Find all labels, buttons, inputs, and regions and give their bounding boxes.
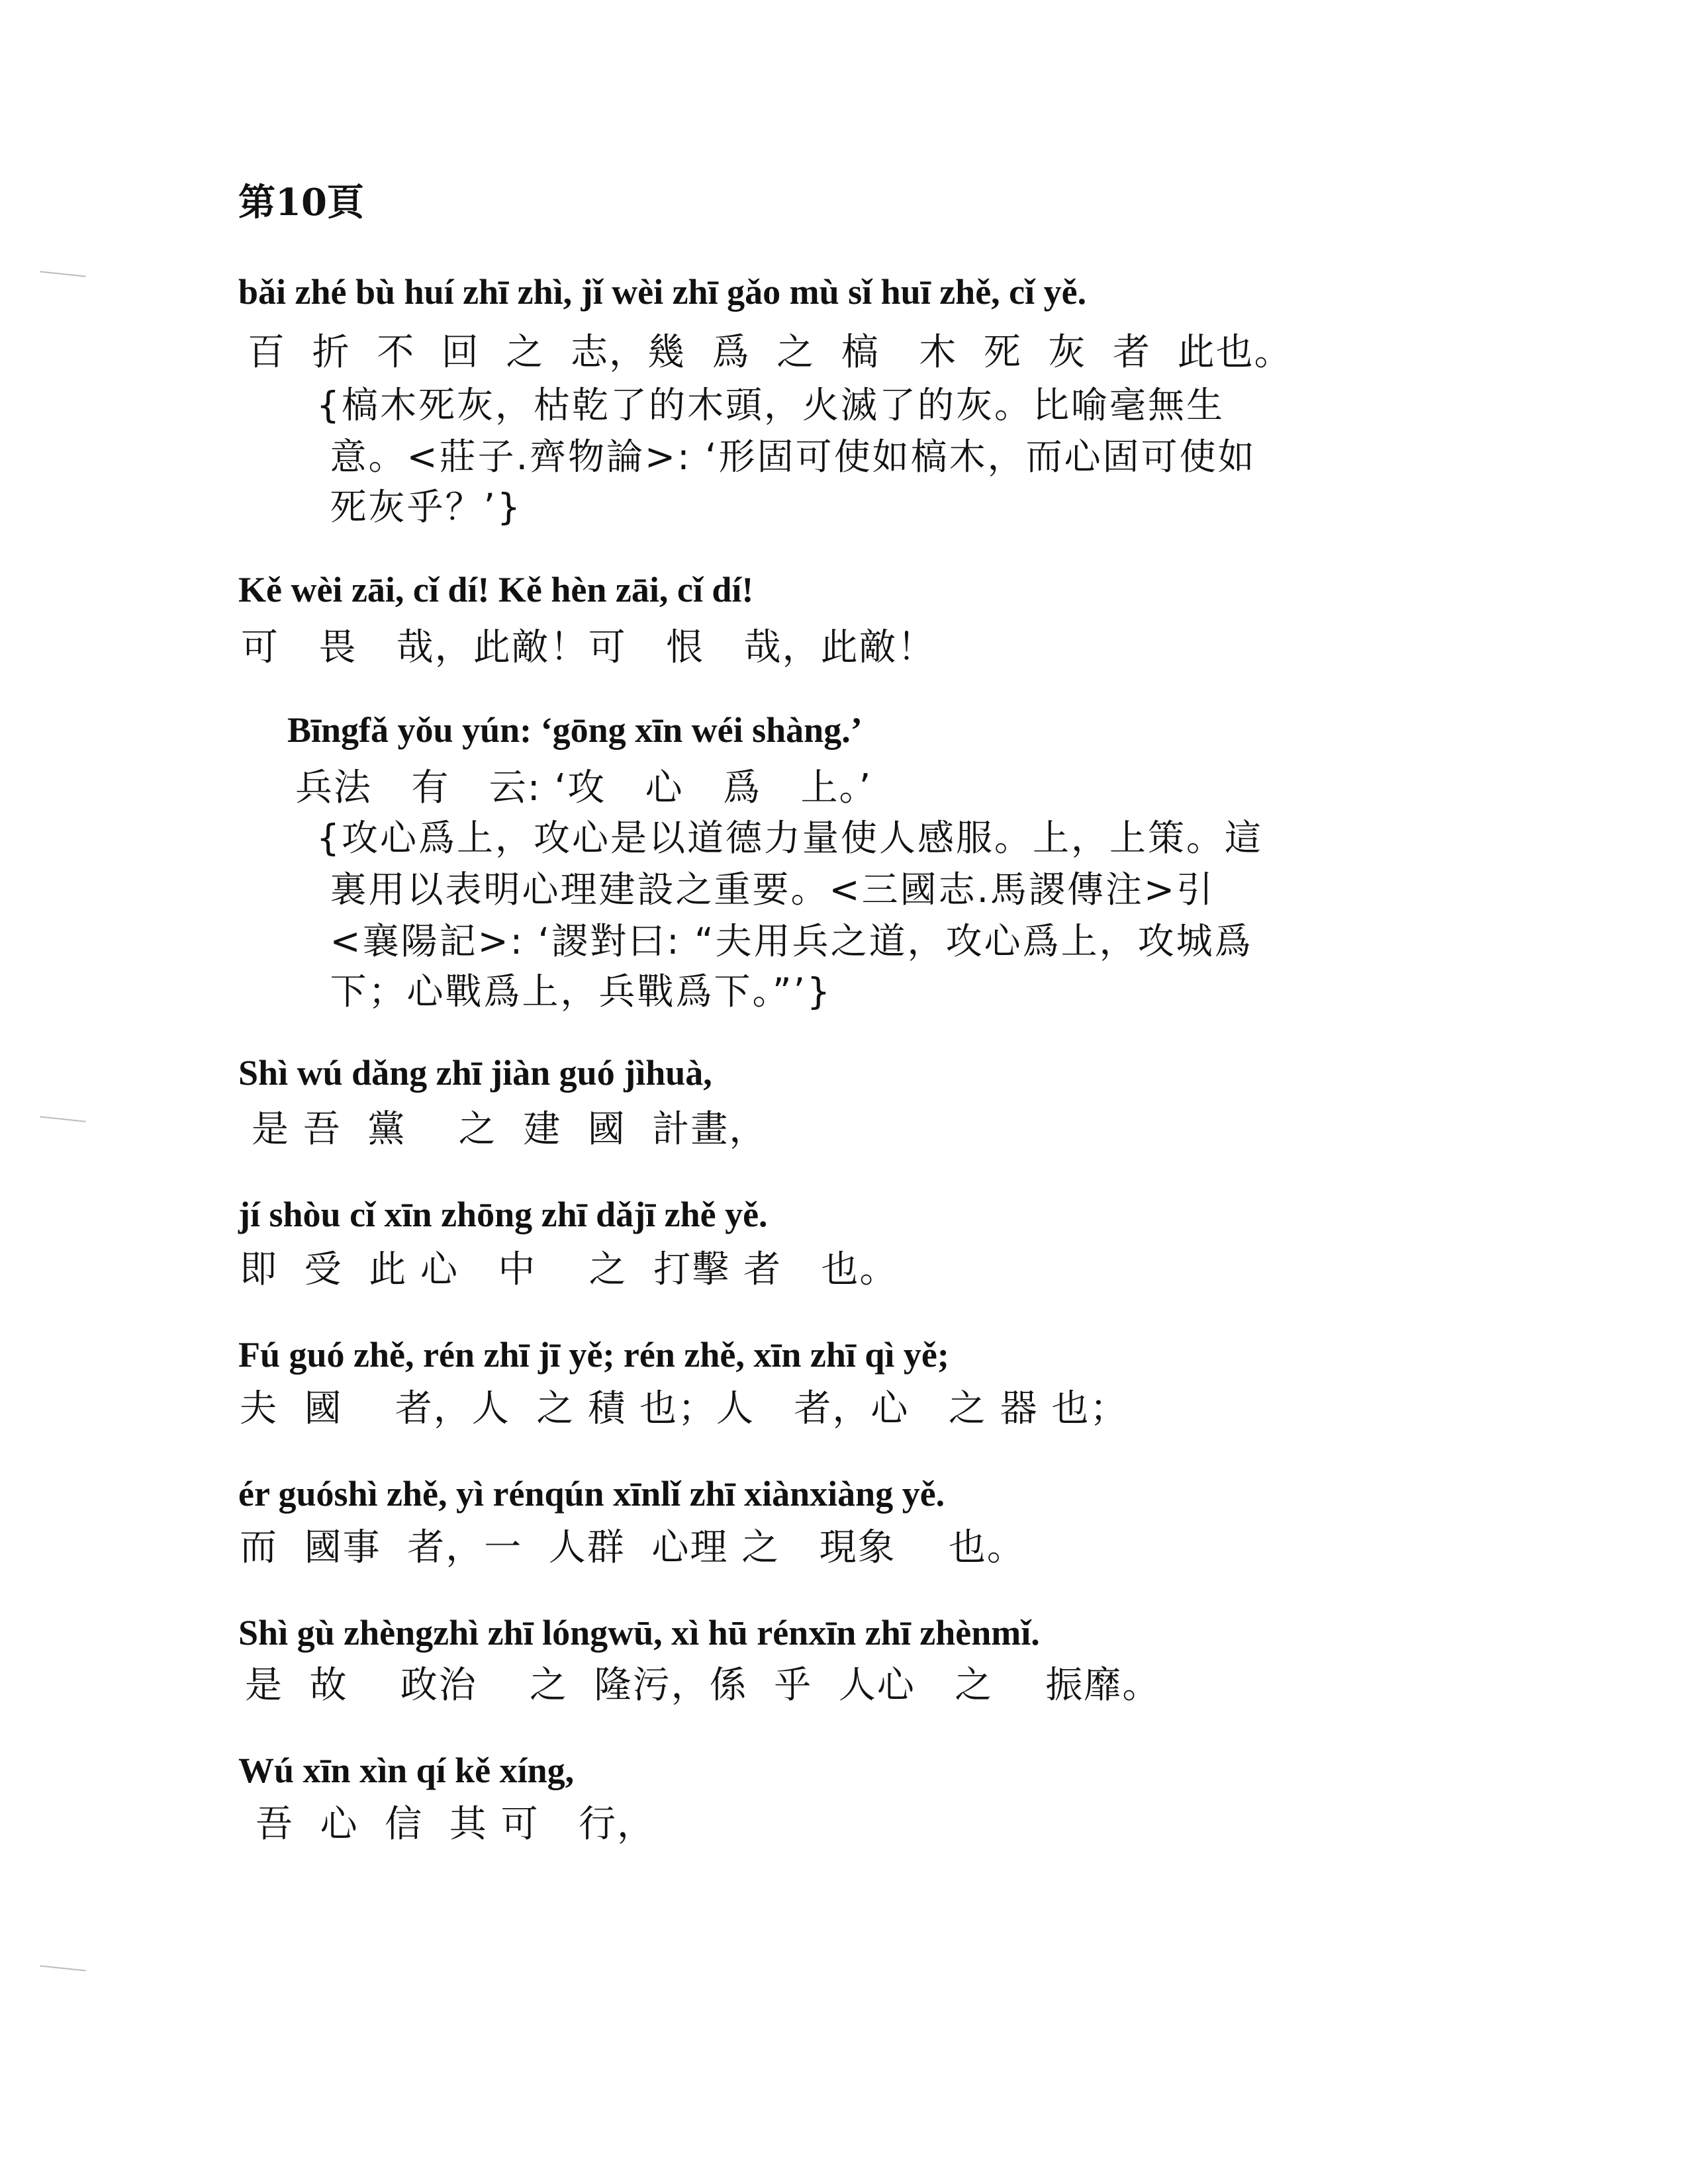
- pinyin-line: Shì gù zhèngzhì zhī lóngwū, xì hū rénxīn zhī zhènmǐ.: [238, 1613, 1040, 1653]
- pinyin-line: jí shòu cǐ xīn zhōng zhī dǎjī zhě yě.: [238, 1195, 768, 1234]
- annotation-line: <襄陽記>: ‘謖對曰: “夫用兵之道，攻心爲上，攻城爲: [316, 920, 1253, 962]
- annotation-line: {槁木死灰，枯乾了的木頭，火滅了的灰。比喻毫無生: [316, 384, 1225, 426]
- punch-hole-mark: [40, 1965, 86, 1971]
- annotation-line: 死灰乎？’}: [316, 486, 522, 528]
- annotation-line: 下；心戰爲上，兵戰爲下。”’}: [316, 970, 832, 1013]
- hanzi-line: 吾 心 信 其 可 行，: [256, 1803, 656, 1846]
- punch-hole-mark: [40, 271, 86, 277]
- hanzi-line: 百 折 不 回 之 志，幾 爲 之 槁 木 死 灰 者 此也。: [248, 331, 1293, 374]
- pinyin-line: Wú xīn xìn qí kě xíng,: [238, 1751, 575, 1790]
- pinyin-line: Shì wú dǎng zhī jiàn guó jìhuà,: [238, 1053, 712, 1093]
- pinyin-line: Bīngfǎ yǒu yún: ‘gōng xīn wéi shàng.’: [287, 710, 863, 750]
- punch-hole-mark: [40, 1116, 86, 1122]
- hanzi-line: 兵法 有 云: ‘攻 心 爲 上。’: [295, 766, 872, 809]
- hanzi-line: 即 受 此 心 中 之 打擊 者 也。: [240, 1248, 898, 1291]
- page-number: 第10頁: [238, 181, 364, 224]
- annotation-line: {攻心爲上，攻心是以道德力量使人感服。上，上策。這: [316, 817, 1263, 859]
- hanzi-line: 是 故 政治 之 隆污，係 乎 人心 之 振靡。: [245, 1664, 1161, 1707]
- annotation-line: 意。<莊子.齊物論>: ‘形固可使如槁木，而心固可使如: [316, 435, 1256, 478]
- annotation-line: 裏用以表明心理建設之重要。<三國志.馬謖傳注>引: [316, 868, 1215, 911]
- pinyin-line: bǎi zhé bù huí zhī zhì, jǐ wèi zhī gǎo mù sǐ huī zhě, cǐ yě.: [238, 272, 1087, 312]
- pinyin-line: ér guóshì zhě, yì rénqún xīnlǐ zhī xiànxiàng yě.: [238, 1474, 945, 1514]
- hanzi-line: 是 吾 黨 之 建 國 計畫，: [252, 1108, 768, 1151]
- pinyin-line: Kě wèi zāi, cǐ dí! Kě hèn zāi, cǐ dí!: [238, 570, 754, 610]
- hanzi-line: 而 國事 者，一 人群 心理 之 現象 也。: [240, 1526, 1025, 1569]
- hanzi-line: 夫 國 者，人 之 積 也；人 者，心 之 器 也；: [240, 1387, 1129, 1430]
- hanzi-line: 可 畏 哉，此敵！可 恨 哉，此敵！: [241, 626, 936, 669]
- pinyin-line: Fú guó zhě, rén zhī jī yě; rén zhě, xīn zhī qì yě;: [238, 1335, 949, 1375]
